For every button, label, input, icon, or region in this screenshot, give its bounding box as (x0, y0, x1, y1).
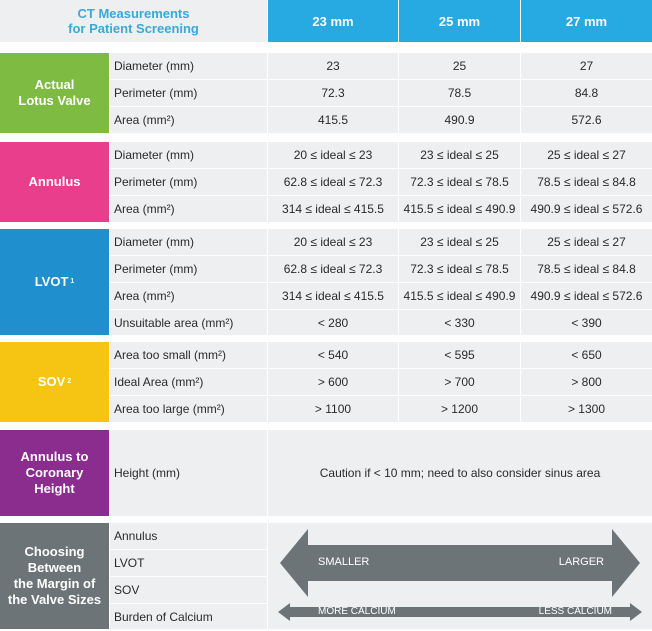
valve-area-27: 572.6 (521, 107, 652, 133)
valve-label-line2: Lotus Valve (18, 93, 91, 108)
lvot-perimeter-25: 72.3 ≤ ideal ≤ 78.5 (399, 256, 520, 282)
coronary-row-label-height: Height (mm) (110, 430, 267, 516)
sov-label: SOV (37, 374, 66, 389)
annulus-perimeter-23: 62.8 ≤ ideal ≤ 72.3 (268, 169, 398, 195)
lvot-area-23: 314 ≤ ideal ≤ 415.5 (268, 283, 398, 309)
annulus-perimeter-27: 78.5 ≤ ideal ≤ 84.8 (521, 169, 652, 195)
margin-row-calcium: Burden of Calcium (110, 604, 267, 629)
size-header-27: 27 mm (521, 0, 652, 42)
size-header-23: 23 mm (268, 0, 398, 42)
lvot-diameter-27: 25 ≤ ideal ≤ 27 (521, 229, 652, 255)
section-label-margin (0, 523, 109, 629)
annulus-area-27: 490.9 ≤ ideal ≤ 572.6 (521, 196, 652, 222)
sov-row-label-small: Area too small (mm²) (110, 342, 267, 368)
section-label-valve (0, 53, 109, 133)
lvot-row-label-diameter: Diameter (mm) (110, 229, 267, 255)
annulus-diameter-25: 23 ≤ ideal ≤ 25 (399, 142, 520, 168)
sov-ideal-23: > 600 (268, 369, 398, 395)
valve-diameter-27: 27 (521, 53, 652, 79)
annulus-area-25: 415.5 ≤ ideal ≤ 490.9 (399, 196, 520, 222)
table-title (0, 0, 267, 42)
lvot-perimeter-27: 78.5 ≤ ideal ≤ 84.8 (521, 256, 652, 282)
lvot-unsuitable-23: < 280 (268, 310, 398, 335)
valve-diameter-23: 23 (268, 53, 398, 79)
coronary-label-line2: Coronary (25, 465, 84, 480)
sov-ideal-27: > 800 (521, 369, 652, 395)
annulus-row-label-diameter: Diameter (mm) (110, 142, 267, 168)
sov-large-25: > 1200 (399, 396, 520, 422)
valve-row-label-perimeter: Perimeter (mm) (110, 80, 267, 106)
valve-row-label-area: Area (mm²) (110, 107, 267, 133)
margin-row-annulus: Annulus (110, 523, 267, 549)
lvot-area-25: 415.5 ≤ ideal ≤ 490.9 (399, 283, 520, 309)
section-label-lvot (0, 229, 109, 335)
margin-label-line2: Between (27, 560, 82, 575)
arrow-label-less-calcium: LESS CALCIUM (538, 606, 612, 617)
valve-perimeter-27: 84.8 (521, 80, 652, 106)
lvot-row-label-area: Area (mm²) (110, 283, 267, 309)
section-label-coronary (0, 430, 109, 516)
margin-label-line4: the Valve Sizes (7, 592, 102, 607)
sov-small-27: < 650 (521, 342, 652, 368)
arrow-label-more-calcium: MORE CALCIUM (318, 606, 396, 617)
valve-perimeter-23: 72.3 (268, 80, 398, 106)
lvot-footnote: 1 (70, 278, 75, 285)
sov-large-27: > 1300 (521, 396, 652, 422)
table-title-line2: for Patient Screening (68, 21, 199, 36)
margin-label-line1: Choosing (24, 544, 85, 559)
lvot-area-27: 490.9 ≤ ideal ≤ 572.6 (521, 283, 652, 309)
margin-row-lvot: LVOT (110, 550, 267, 576)
lvot-label: LVOT (34, 274, 69, 289)
annulus-area-23: 314 ≤ ideal ≤ 415.5 (268, 196, 398, 222)
table-title-line1: CT Measurements (77, 6, 190, 21)
lvot-diameter-25: 23 ≤ ideal ≤ 25 (399, 229, 520, 255)
valve-area-23: 415.5 (268, 107, 398, 133)
valve-diameter-25: 25 (399, 53, 520, 79)
valve-area-25: 490.9 (399, 107, 520, 133)
sov-small-25: < 595 (399, 342, 520, 368)
margin-arrows-panel (268, 523, 652, 629)
annulus-row-label-area: Area (mm²) (110, 196, 267, 222)
valve-label-line1: Actual (34, 77, 75, 92)
arrow-label-smaller: SMALLER (318, 556, 370, 568)
coronary-label-line1: Annulus to (20, 449, 89, 464)
valve-perimeter-25: 78.5 (399, 80, 520, 106)
sov-row-label-ideal: Ideal Area (mm²) (110, 369, 267, 395)
sov-footnote: 2 (67, 378, 72, 385)
coronary-label-line3: Height (34, 481, 75, 496)
annulus-diameter-23: 20 ≤ ideal ≤ 23 (268, 142, 398, 168)
annulus-row-label-perimeter: Perimeter (mm) (110, 169, 267, 195)
lvot-diameter-23: 20 ≤ ideal ≤ 23 (268, 229, 398, 255)
valve-row-label-diameter: Diameter (mm) (110, 53, 267, 79)
annulus-perimeter-25: 72.3 ≤ ideal ≤ 78.5 (399, 169, 520, 195)
section-label-sov (0, 342, 109, 422)
arrow-label-larger: LARGER (558, 556, 604, 568)
sov-small-23: < 540 (268, 342, 398, 368)
section-label-annulus: Annulus (0, 142, 109, 222)
sov-row-label-large: Area too large (mm²) (110, 396, 267, 422)
annulus-diameter-27: 25 ≤ ideal ≤ 27 (521, 142, 652, 168)
margin-row-sov: SOV (110, 577, 267, 603)
sov-ideal-25: > 700 (399, 369, 520, 395)
lvot-perimeter-23: 62.8 ≤ ideal ≤ 72.3 (268, 256, 398, 282)
lvot-row-label-perimeter: Perimeter (mm) (110, 256, 267, 282)
coronary-caution-note: Caution if < 10 mm; need to also consider sinus area (268, 430, 652, 516)
lvot-unsuitable-27: < 390 (521, 310, 652, 335)
lvot-row-label-unsuitable: Unsuitable area (mm²) (110, 310, 267, 335)
size-header-25: 25 mm (399, 0, 520, 42)
margin-label-line3: the Margin of (13, 576, 96, 591)
sov-large-23: > 1100 (268, 396, 398, 422)
lvot-unsuitable-25: < 330 (399, 310, 520, 335)
